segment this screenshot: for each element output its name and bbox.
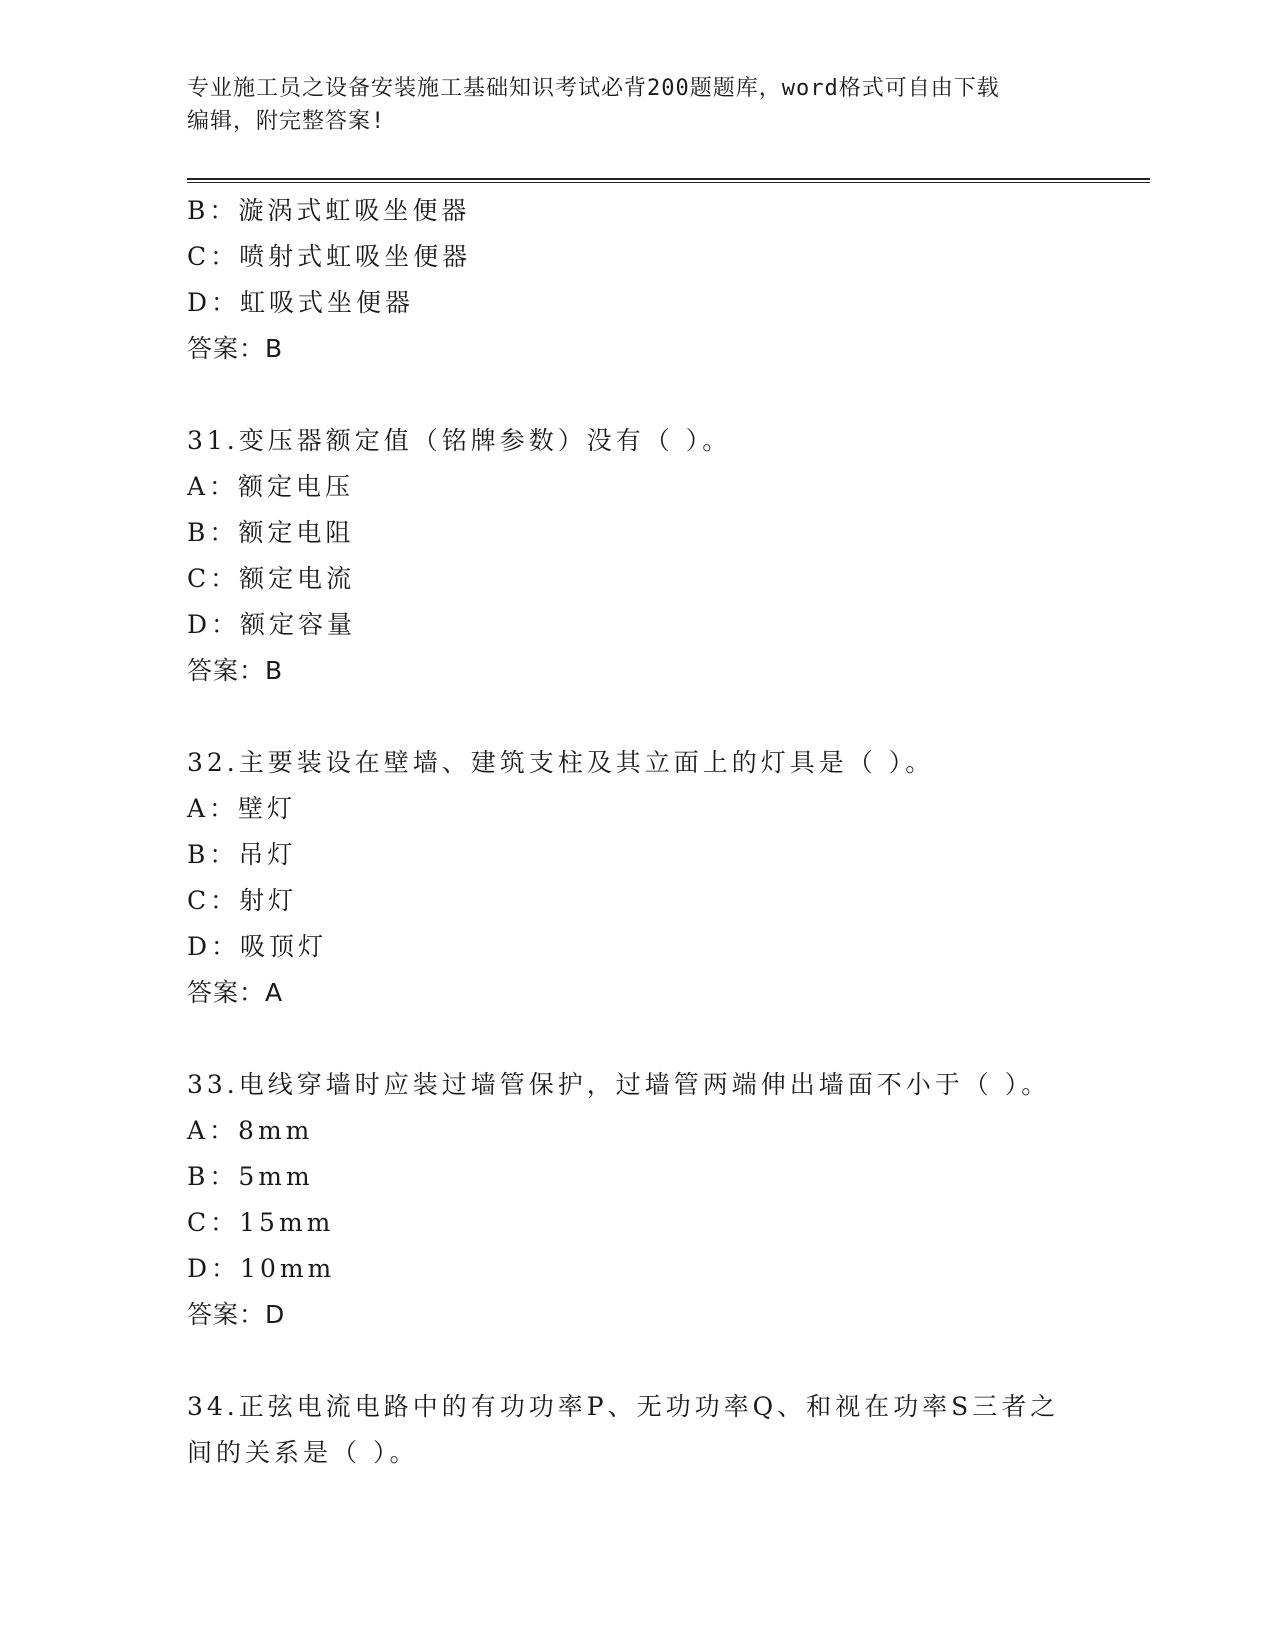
question-text-line-2: 间的关系是（ ）。 [187, 1438, 419, 1467]
spacer [187, 1016, 1067, 1062]
answer: 答案：D [187, 1300, 286, 1329]
option-b: B：5mm [187, 1162, 314, 1191]
option-a: A：8mm [187, 1116, 314, 1145]
question-block [187, 188, 1067, 372]
header-line-1: 专业施工员之设备安装施工基础知识考试必背200题题库，word格式可自由下载 [187, 76, 1000, 101]
spacer [187, 694, 1067, 740]
document-header [187, 72, 1067, 138]
question-block [187, 1062, 1067, 1338]
answer: 答案：B [187, 334, 284, 363]
option-a: A：额定电压 [187, 472, 355, 501]
spacer [187, 1338, 1067, 1384]
option-c: C：喷射式虹吸坐便器 [187, 242, 472, 271]
option-c: C：额定电流 [187, 564, 356, 593]
header-divider [187, 178, 1150, 180]
option-d: D：10mm [187, 1254, 336, 1283]
option-d: D：额定容量 [187, 610, 357, 639]
option-c: C：射灯 [187, 886, 298, 915]
option-b: B：漩涡式虹吸坐便器 [187, 196, 471, 225]
header-line-2: 编辑，附完整答案! [187, 109, 386, 134]
option-d: D：虹吸式坐便器 [187, 288, 415, 317]
question-block [187, 740, 1067, 1016]
header-divider-thin [187, 182, 1150, 183]
option-d: D：吸顶灯 [187, 932, 328, 961]
question-block [187, 418, 1067, 694]
answer: 答案：B [187, 656, 284, 685]
spacer [187, 372, 1067, 418]
question-block [187, 1384, 1067, 1476]
option-c: C：15mm [187, 1208, 335, 1237]
option-b: B：吊灯 [187, 840, 297, 869]
question-list [187, 188, 1067, 1476]
option-b: B：额定电阻 [187, 518, 355, 547]
question-text: 33.电线穿墙时应装过墙管保护，过墙管两端伸出墙面不小于（ ）。 [187, 1070, 1051, 1099]
question-text-line-1: 34.正弦电流电路中的有功功率P、无功功率Q、和视在功率S三者之 [187, 1392, 1060, 1421]
question-text: 32.主要装设在壁墙、建筑支柱及其立面上的灯具是（ ）。 [187, 748, 935, 777]
question-text: 31.变压器额定值（铭牌参数）没有（ ）。 [187, 426, 732, 455]
answer: 答案：A [187, 978, 284, 1007]
option-a: A：壁灯 [187, 794, 297, 823]
